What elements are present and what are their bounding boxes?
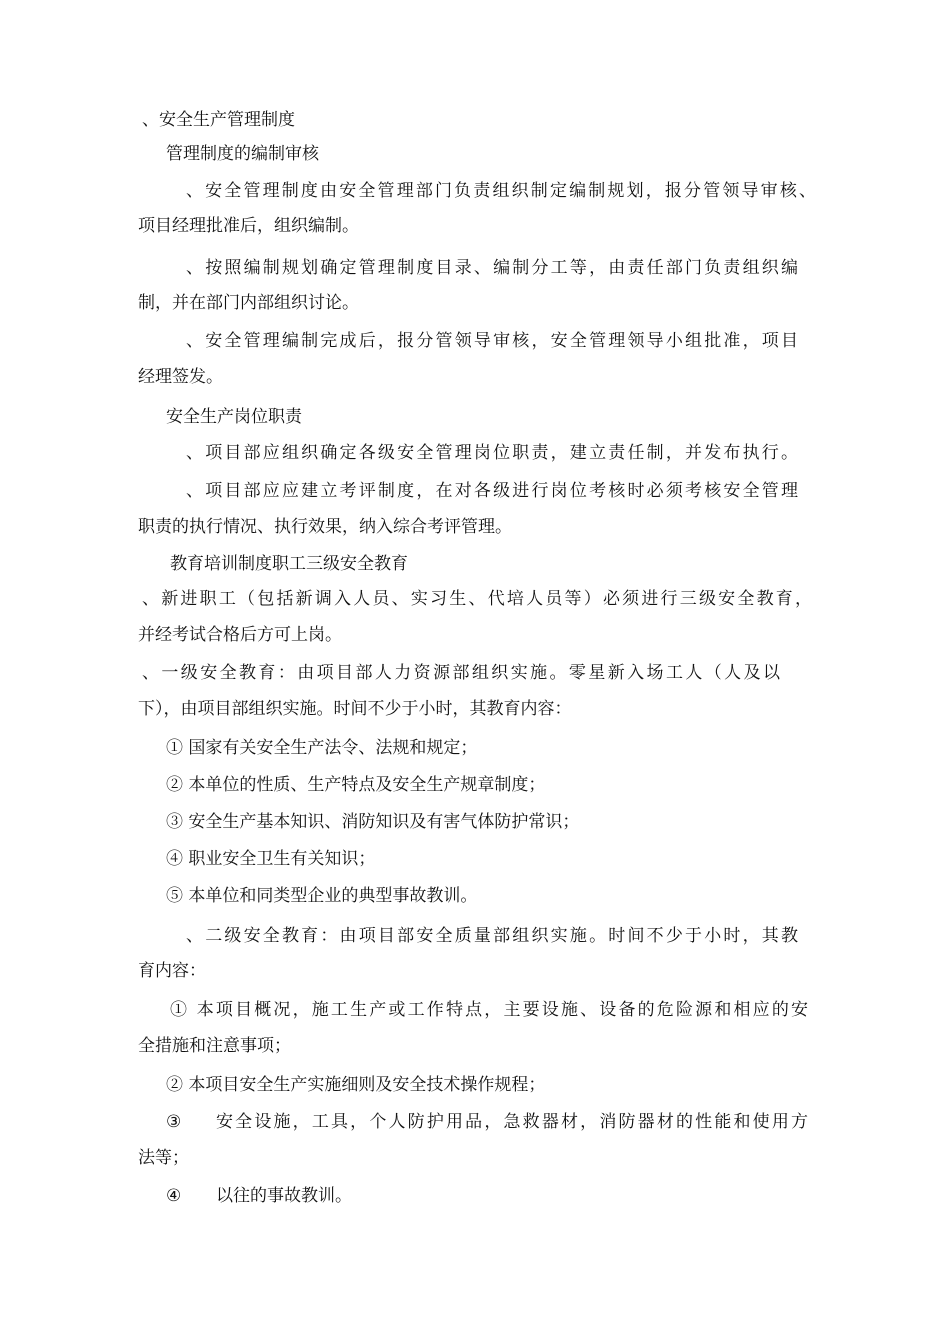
- list-item: ③ 安全生产基本知识、消防知识及有害气体防护常识；: [166, 812, 580, 832]
- paragraph-line: 、按照编制规划确定管理制度目录、编制分工等，由责任部门负责组织编: [186, 258, 798, 278]
- paragraph-line: 项目经理批准后，组织编制。: [138, 216, 359, 236]
- subsection-heading: 管理制度的编制审核: [166, 144, 319, 164]
- list-item-number: ③: [166, 1112, 182, 1132]
- paragraph-line: 下），由项目部组织实施。时间不少于小时，其教育内容：: [138, 699, 572, 719]
- list-item: ② 本项目安全生产实施细则及安全技术操作规程；: [166, 1075, 546, 1095]
- paragraph-line: 育内容：: [138, 961, 206, 981]
- list-item: 以往的事故教训。: [216, 1186, 352, 1206]
- paragraph-line: 、项目部应组织确定各级安全管理岗位职责，建立责任制，并发布执行。: [186, 443, 798, 463]
- paragraph-line: 、安全管理制度由安全管理部门负责组织制定编制规划，报分管领导审核、: [186, 181, 816, 201]
- list-item: ② 本单位的性质、生产特点及安全生产规章制度；: [166, 775, 546, 795]
- paragraph-line: 职责的执行情况、执行效果，纳入综合考评管理。: [138, 517, 512, 537]
- list-item-continuation: 法等；: [138, 1148, 189, 1168]
- subsection-heading: 安全生产岗位职责: [166, 407, 302, 427]
- paragraph-line: 经理签发。: [138, 367, 223, 387]
- list-item: ① 国家有关安全生产法令、法规和规定；: [166, 738, 478, 758]
- paragraph-line: 、安全管理编制完成后，报分管领导审核，安全管理领导小组批准，项目: [186, 331, 798, 351]
- paragraph-line: 、二级安全教育：由项目部安全质量部组织实施。时间不少于小时，其教: [186, 926, 798, 946]
- subsection-heading: 教育培训制度职工三级安全教育: [170, 554, 408, 574]
- paragraph-line: 并经考试合格后方可上岗。: [138, 625, 342, 645]
- list-item: ④ 职业安全卫生有关知识；: [166, 849, 376, 869]
- paragraph-line: 制，并在部门内部组织讨论。: [138, 293, 359, 313]
- paragraph-line: 、项目部应应建立考评制度，在对各级进行岗位考核时必须考核安全管理: [186, 481, 798, 501]
- section-title: 、安全生产管理制度: [142, 110, 295, 130]
- list-item: ① 本项目概况，施工生产或工作特点，主要设施、设备的危险源和相应的安: [170, 1000, 808, 1020]
- paragraph-line: 、新进职工（包括新调入人员、实习生、代培人员等）必须进行三级安全教育，: [142, 589, 812, 609]
- paragraph-line: 、一级安全教育：由项目部人力资源部组织实施。零星新入场工人（人及以: [142, 663, 780, 683]
- list-item-continuation: 全措施和注意事项；: [138, 1036, 291, 1056]
- list-item-number: ④: [166, 1186, 182, 1206]
- list-item: ⑤ 本单位和同类型企业的典型事故教训。: [166, 886, 478, 906]
- list-item: 安全设施，工具，个人防护用品，急救器材，消防器材的性能和使用方: [216, 1112, 808, 1132]
